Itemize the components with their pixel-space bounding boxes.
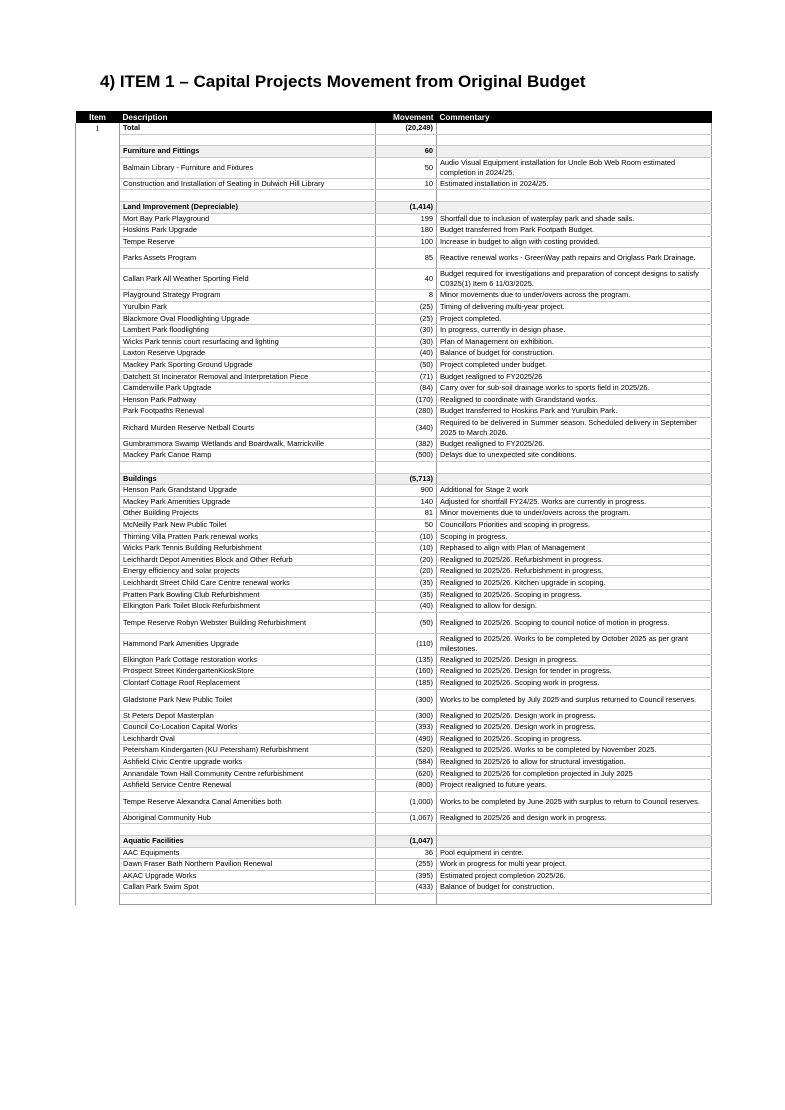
table-row [76,157,712,178]
project-movement: (10) [376,531,437,543]
project-commentary: Rephased to align with Plan of Management [437,543,712,555]
table-row [76,601,712,613]
project-description: Henson Park Grandstand Upgrade [120,485,376,497]
project-commentary: Realigned to allow for design. [437,601,712,613]
project-movement: (584) [376,756,437,768]
project-description: Datchett St Incinerator Removal and Interpretation Piece [120,371,376,383]
category-name: Land Improvement (Depreciable) [120,201,376,213]
table-row [76,313,712,325]
project-commentary: Realigned to 2025/26. Kitchen upgrade in scoping. [437,578,712,590]
project-movement: (50) [376,359,437,371]
project-commentary: Plan of Management on exhibition. [437,336,712,348]
category-commentary [437,835,712,847]
column-header-description: Description [120,111,376,123]
project-movement: (280) [376,406,437,418]
spacer-row [76,824,712,836]
category-commentary [437,146,712,158]
spacer-cell [437,134,712,146]
project-movement: (110) [376,633,437,654]
project-description: Leichhardt Street Child Care Centre renewal works [120,578,376,590]
project-movement: (30) [376,325,437,337]
table-row [76,578,712,590]
capital-projects-table [75,111,712,905]
project-description: Callan Park All Weather Sporting Field [120,269,376,290]
spacer-row [76,893,712,905]
project-commentary: Pool equipment in centre. [437,847,712,859]
project-movement: 199 [376,213,437,225]
project-description: Parks Assets Program [120,248,376,269]
column-header-commentary: Commentary [437,111,712,123]
project-description: Mackey Park Canoe Ramp [120,450,376,462]
project-description: AAC Equipments [120,847,376,859]
table-row [76,485,712,497]
project-movement: (135) [376,654,437,666]
project-commentary: Realigned to 2025/26. Design for tender in progress. [437,666,712,678]
project-description: Gladstone Park New Public Toilet [120,689,376,710]
table-row [76,178,712,190]
project-movement: (395) [376,870,437,882]
project-movement: 100 [376,236,437,248]
project-commentary: Additional for Stage 2 work [437,485,712,497]
spacer-cell [120,190,376,202]
table-row [76,531,712,543]
table-row [76,677,712,689]
project-commentary: Reactive renewal works - GreenWay path repairs and Origlass Park Drainage. [437,248,712,269]
table-row [76,733,712,745]
project-movement: (1,067) [376,812,437,824]
category-row [76,835,712,847]
project-movement: 40 [376,269,437,290]
project-movement: 10 [376,178,437,190]
table-row [76,290,712,302]
project-description: Council Co-Location Capital Works [120,722,376,734]
category-movement: 60 [376,146,437,158]
project-commentary: Works to be completed by June 2025 with surplus to return to Council reserves. [437,791,712,812]
item-number: 1 [76,123,120,905]
table-row [76,847,712,859]
table-row [76,689,712,710]
project-movement: 8 [376,290,437,302]
table-row [76,589,712,601]
project-commentary: Works to be completed by July 2025 and surplus returned to Council reserves. [437,689,712,710]
project-movement: (500) [376,450,437,462]
project-commentary: Budget realigned to FY2025/26. [437,438,712,450]
project-commentary: Adjusted for shortfall FY24/25. Works are currently in progress. [437,496,712,508]
project-commentary: Budget transferred from Park Footpath Budget. [437,225,712,237]
project-description: Camdenville Park Upgrade [120,383,376,395]
project-description: Mackey Park Sporting Ground Upgrade [120,359,376,371]
category-name: Buildings [120,473,376,485]
project-description: Annandale Town Hall Community Centre refurbishment [120,768,376,780]
project-commentary: Minor movements due to under/overs across the program. [437,290,712,302]
project-description: Ashfield Civic Centre upgrade works [120,756,376,768]
project-movement: (20) [376,554,437,566]
table-row [76,359,712,371]
project-commentary: Estimated project completion 2025/26. [437,870,712,882]
total-commentary [437,123,712,134]
spacer-row [76,134,712,146]
spacer-cell [376,190,437,202]
project-commentary: In progress, currently in design phase. [437,325,712,337]
spacer-cell [376,462,437,474]
project-description: Aboriginal Community Hub [120,812,376,824]
project-movement: (340) [376,417,437,438]
project-description: Henson Park Pathway [120,394,376,406]
project-description: Hammond Park Amenities Upgrade [120,633,376,654]
project-commentary: Project realigned to future years. [437,780,712,792]
project-description: Mort Bay Park Playground [120,213,376,225]
project-commentary: Realigned to 2025/26. Scoping in progress. [437,733,712,745]
category-movement: (1,414) [376,201,437,213]
project-description: Construction and Installation of Seating in Dulwich Hill Library [120,178,376,190]
spacer-row [76,190,712,202]
table-row [76,325,712,337]
project-movement: 36 [376,847,437,859]
table-row [76,543,712,555]
table-row [76,336,712,348]
project-description: Park Footpaths Renewal [120,406,376,418]
project-commentary: Realigned to 2025/26. Refurbishment in progress. [437,566,712,578]
project-description: Elkington Park Toilet Block Refurbishment [120,601,376,613]
table-row [76,710,712,722]
project-commentary: Increase in budget to align with costing provided. [437,236,712,248]
project-movement: 81 [376,508,437,520]
project-commentary: Realigned to 2025/26. Works to be completed by October 2025 as per grant milestones. [437,633,712,654]
project-movement: 85 [376,248,437,269]
table-row [76,566,712,578]
table-row [76,520,712,532]
project-description: Clontarf Cottage Roof Replacement [120,677,376,689]
table-row [76,554,712,566]
project-commentary: Realigned to 2025/26. Scoping to council notice of motion in progress. [437,612,712,633]
project-description: Callan Park Swim Spot [120,882,376,894]
project-movement: (20) [376,566,437,578]
project-commentary: Realigned to 2025/26. Design work in progress. [437,710,712,722]
project-movement: (25) [376,313,437,325]
table-row [76,654,712,666]
project-movement: (40) [376,348,437,360]
project-movement: (255) [376,859,437,871]
table-row [76,722,712,734]
category-commentary [437,473,712,485]
project-description: Gumbrammora Swamp Wetlands and Boardwalk, Marrickville [120,438,376,450]
project-movement: (30) [376,336,437,348]
project-commentary: Budget required for investigations and preparation of concept designs to satisfy C0325(1) Item 6 11/03/2025. [437,269,712,290]
table-row [76,348,712,360]
project-movement: (35) [376,578,437,590]
project-description: Other Building Projects [120,508,376,520]
project-commentary: Realigned to 2025/26. Scoping in progress. [437,589,712,601]
column-header-movement: Movement [376,111,437,123]
table-row [76,612,712,633]
table-row [76,756,712,768]
table-row [76,780,712,792]
project-movement: (40) [376,601,437,613]
project-commentary: Project completed. [437,313,712,325]
project-movement: (160) [376,666,437,678]
project-commentary: Delays due to unexpected site conditions. [437,450,712,462]
table-row [76,225,712,237]
project-description: Wicks Park Tennis Building Refurbishment [120,543,376,555]
project-commentary: Realigned to coordinate with Grandstand works. [437,394,712,406]
project-description: Prospect Street KindergartenKioskStore [120,666,376,678]
project-movement: (84) [376,383,437,395]
table-row [76,666,712,678]
project-commentary: Scoping in progress. [437,531,712,543]
project-description: Richard Murden Reserve Netball Courts [120,417,376,438]
spacer-cell [437,190,712,202]
project-commentary: Realigned to 2025/26 and design work in progress. [437,812,712,824]
category-row [76,473,712,485]
project-description: Tempe Reserve Alexandra Canal Amenities both [120,791,376,812]
total-label: Total [120,123,376,134]
table-row [76,371,712,383]
page-heading: 4) ITEM 1 – Capital Projects Movement from Original Budget [100,72,586,91]
table-row [76,450,712,462]
project-description: Lambert Park floodlighting [120,325,376,337]
project-commentary: Balance of budget for construction. [437,348,712,360]
spacer-cell [120,893,376,905]
table-row [76,859,712,871]
project-description: Tempe Reserve [120,236,376,248]
table-row [76,791,712,812]
project-movement: (25) [376,301,437,313]
project-commentary: Realigned to 2025/26. Works to be completed by November 2025. [437,745,712,757]
project-movement: (50) [376,612,437,633]
total-row [76,123,712,134]
project-description: AKAC Upgrade Works [120,870,376,882]
project-commentary: Balance of budget for construction. [437,882,712,894]
project-movement: (300) [376,689,437,710]
project-description: Tempe Reserve Robyn Webster Building Refurbishment [120,612,376,633]
project-description: Pratten Park Bowling Club Refurbishment [120,589,376,601]
project-movement: (382) [376,438,437,450]
project-description: Mackey Park Amenities Upgrade [120,496,376,508]
project-commentary: Realigned to 2025/26 to allow for structural investigation. [437,756,712,768]
project-description: Hoskins Park Upgrade [120,225,376,237]
project-movement: (10) [376,543,437,555]
project-movement: (1,000) [376,791,437,812]
project-commentary: Realigned to 2025/26. Design work in progress. [437,722,712,734]
project-description: Blackmore Oval Floodlighting Upgrade [120,313,376,325]
table-body [76,123,712,905]
project-commentary: Project completed under budget. [437,359,712,371]
project-movement: (35) [376,589,437,601]
project-movement: 140 [376,496,437,508]
project-description: Leichhardt Depot Amenities Block and Other Refurb [120,554,376,566]
category-name: Furniture and Fittings [120,146,376,158]
table-row [76,633,712,654]
project-description: Laxton Reserve Upgrade [120,348,376,360]
project-commentary: Budget transferred to Hoskins Park and Yurulbin Park. [437,406,712,418]
table-row [76,394,712,406]
table-row [76,248,712,269]
project-commentary: Councillors Priorities and scoping in progress. [437,520,712,532]
project-description: St Peters Depot Masterplan [120,710,376,722]
project-movement: 50 [376,157,437,178]
project-movement: (170) [376,394,437,406]
project-movement: (620) [376,768,437,780]
spacer-row [76,462,712,474]
column-header-item: Item [76,111,120,123]
table-row [76,301,712,313]
project-movement: (520) [376,745,437,757]
table-row [76,496,712,508]
project-description: Elkington Park Cottage restoration works [120,654,376,666]
project-movement: 900 [376,485,437,497]
project-commentary: Realigned to 2025/26. Scoping work in progress. [437,677,712,689]
spacer-cell [437,824,712,836]
category-name: Aquatic Facilities [120,835,376,847]
table-row [76,213,712,225]
project-commentary: Carry over for sub-soil drainage works to sports field in 2025/26. [437,383,712,395]
table-row [76,882,712,894]
table-row [76,812,712,824]
project-commentary: Realigned to 2025/26 for completion projected in July 2025 [437,768,712,780]
table-row [76,745,712,757]
category-row [76,146,712,158]
project-commentary: Estimated installation in 2024/25. [437,178,712,190]
spacer-cell [120,134,376,146]
table-row [76,236,712,248]
project-movement: (71) [376,371,437,383]
table-row [76,870,712,882]
project-movement: (490) [376,733,437,745]
category-movement: (5,713) [376,473,437,485]
spacer-cell [376,893,437,905]
project-commentary: Realigned to 2025/26. Refurbishment in progress. [437,554,712,566]
project-description: Wicks Park tennis court resurfacing and lighting [120,336,376,348]
project-description: Yurulbin Park [120,301,376,313]
spacer-cell [376,134,437,146]
project-commentary: Shortfall due to inclusion of waterplay park and shade sails. [437,213,712,225]
project-commentary: Budget realigned to FY2025/26 [437,371,712,383]
project-commentary: Realigned to 2025/26. Design in progress. [437,654,712,666]
table-row [76,417,712,438]
project-description: Petersham Kindergarten (KU Petersham) Refurbishment [120,745,376,757]
table-row [76,768,712,780]
project-description: Leichhardt Oval [120,733,376,745]
project-description: Ashfield Service Centre Renewal [120,780,376,792]
spacer-cell [376,824,437,836]
project-description: Balmain Library - Furniture and Fixtures [120,157,376,178]
table-row [76,406,712,418]
project-movement: 50 [376,520,437,532]
project-description: Energy efficiency and solar projects [120,566,376,578]
project-description: Dawn Fraser Bath Northern Pavilion Renewal [120,859,376,871]
category-commentary [437,201,712,213]
category-row [76,201,712,213]
project-commentary: Timing of delivering multi-year project. [437,301,712,313]
project-movement: (800) [376,780,437,792]
project-description: Playground Strategy Program [120,290,376,302]
project-movement: (433) [376,882,437,894]
spacer-cell [437,893,712,905]
project-description: McNeilly Park New Public Toilet [120,520,376,532]
project-description: Thirning Villa Pratten Park renewal works [120,531,376,543]
project-commentary: Minor movements due to under/overs across the program. [437,508,712,520]
table-row [76,383,712,395]
project-commentary: Required to be delivered in Summer season. Scheduled delivery in September 2025 to March 2026. [437,417,712,438]
spacer-cell [120,462,376,474]
table-header-row [76,111,712,123]
spacer-cell [120,824,376,836]
table-row [76,438,712,450]
table-row [76,269,712,290]
project-movement: 180 [376,225,437,237]
project-movement: (185) [376,677,437,689]
spacer-cell [437,462,712,474]
category-movement: (1,047) [376,835,437,847]
table-row [76,508,712,520]
total-movement: (20,249) [376,123,437,134]
project-movement: (393) [376,722,437,734]
project-commentary: Audio Visual Equipment installation for Uncle Bob Web Room estimated completion in 2024/25. [437,157,712,178]
project-movement: (300) [376,710,437,722]
project-commentary: Work in progress for multi year project. [437,859,712,871]
